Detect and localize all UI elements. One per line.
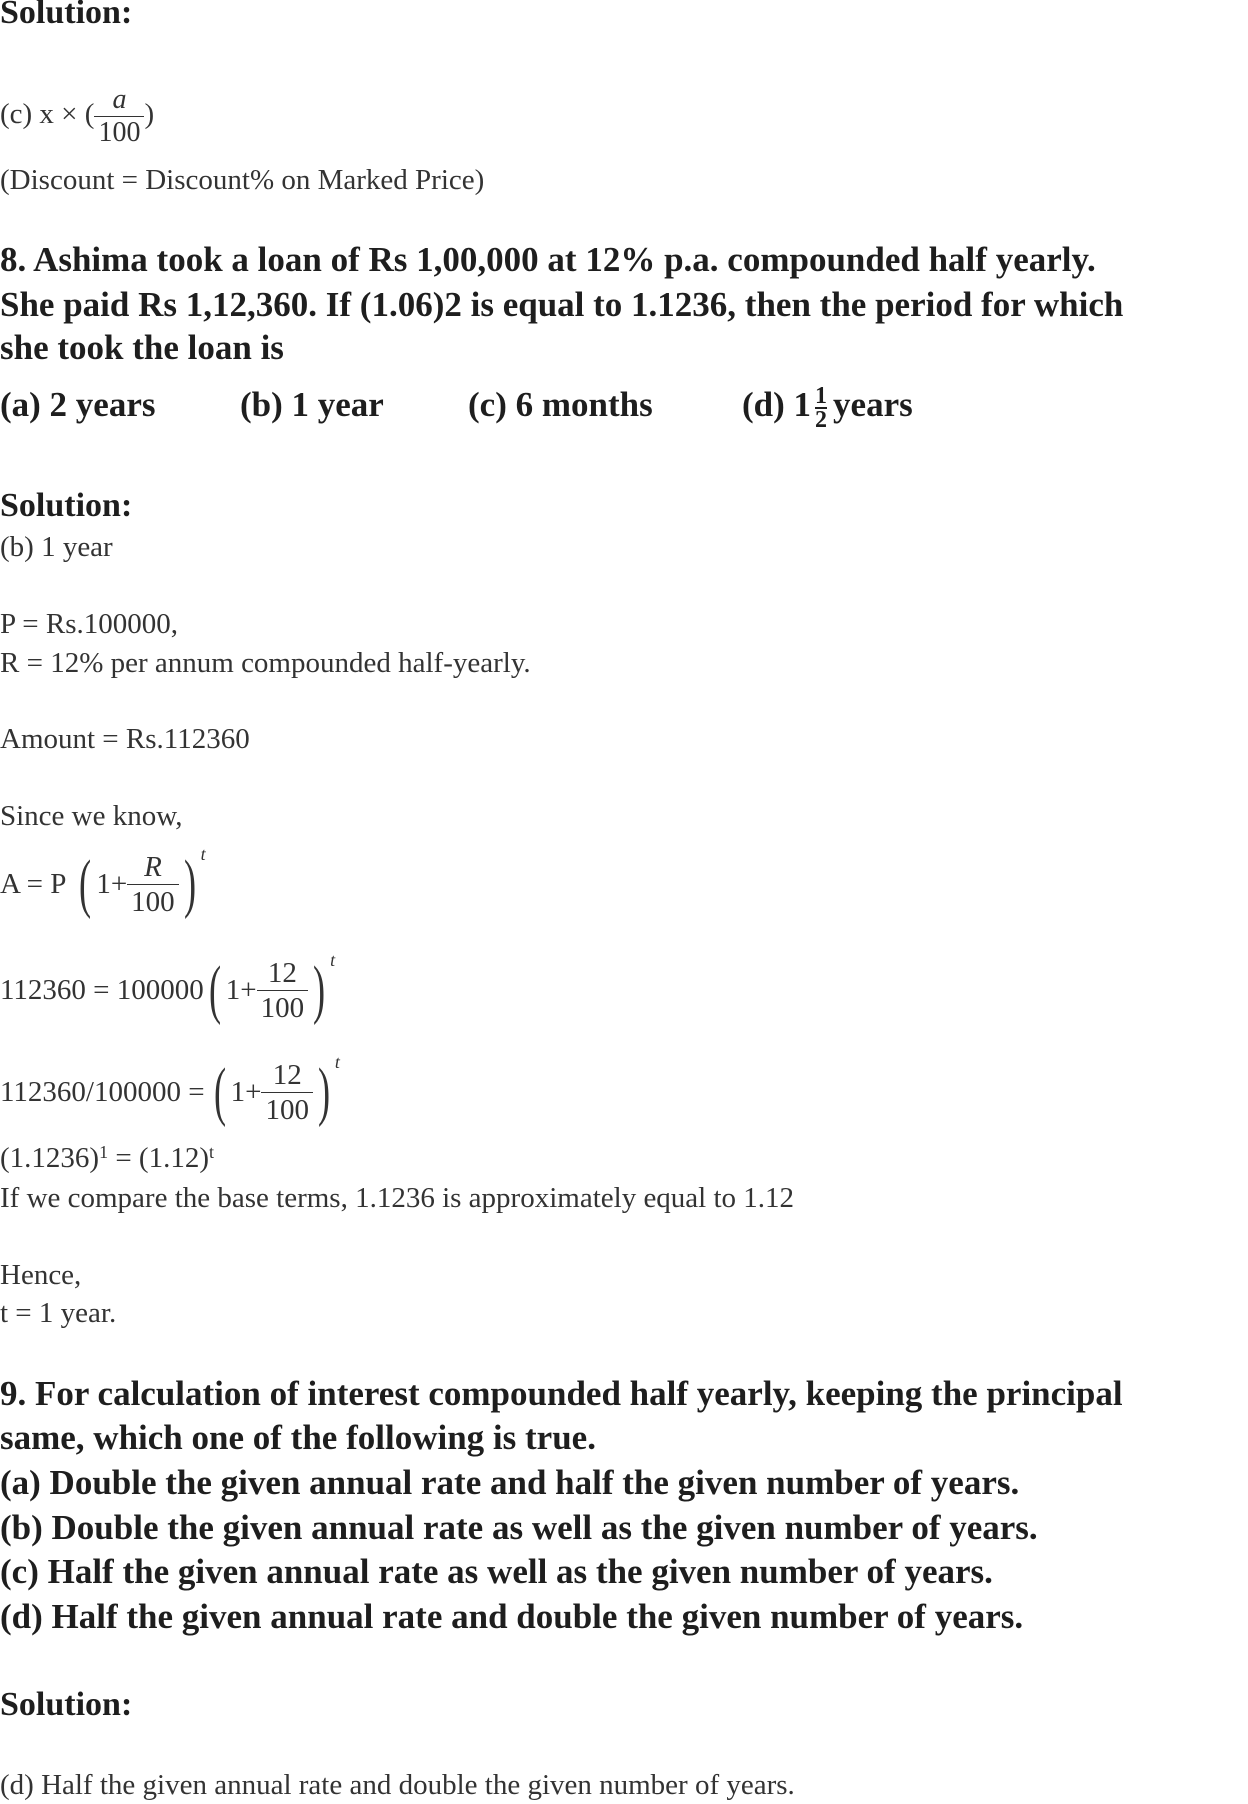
eq2-lhs: 112360/100000 =	[0, 1076, 205, 1108]
q8-hence-line: Hence,	[0, 1259, 82, 1291]
eq1-one-plus: 1+	[225, 974, 257, 1006]
eq2-den: 100	[265, 1093, 309, 1126]
q7-answer	[0, 84, 154, 149]
eq1-right-paren: )	[313, 953, 326, 1026]
formula-left-paren: (	[79, 847, 92, 920]
solution-heading-q8: Solution:	[0, 487, 133, 524]
q9-text-line2: same, which one of the following is true.	[0, 1418, 596, 1457]
q8-compare-line: If we compare the base terms, 1.1236 is approximately equal to 1.12	[0, 1182, 795, 1214]
q7-note: (Discount = Discount% on Marked Price)	[0, 164, 485, 196]
eq2-exponent: t	[334, 1052, 340, 1072]
formula-fraction	[127, 850, 179, 919]
q8-t-line: t = 1 year.	[0, 1297, 117, 1329]
eq1-left-paren: (	[208, 953, 221, 1026]
eq1-fraction	[257, 956, 309, 1025]
q8-amount-line: Amount = Rs.112360	[0, 723, 250, 755]
q8-option-d-suffix: years	[833, 385, 913, 424]
q7-answer-prefix: (c) x × (	[0, 98, 95, 131]
q9-solution-answer: (d) Half the given annual rate and double the given number of years.	[0, 1769, 795, 1801]
pow-mid: = (1.12)	[108, 1142, 209, 1174]
formula-one-plus: 1+	[96, 868, 128, 900]
q8-text-line3: she took the loan is	[0, 328, 284, 367]
q8-text-line1: 8. Ashima took a loan of Rs 1,00,000 at 12% p.a. compounded half yearly.	[0, 240, 1096, 279]
formula-num: R	[127, 850, 179, 885]
compound-interest-formula	[0, 844, 206, 924]
equation-2	[0, 1052, 340, 1132]
q8-option-d-prefix: (d) 1	[742, 385, 812, 424]
q9-option-b: (b) Double the given annual rate as well as the given number of years.	[0, 1508, 1038, 1547]
pow-exp2: t	[209, 1142, 215, 1162]
q8-r-line: R = 12% per annum compounded half-yearly.	[0, 647, 531, 679]
eq1-lhs: 112360 = 100000	[0, 974, 204, 1006]
equation-1	[0, 950, 335, 1030]
q8-option-b: (b) 1 year	[240, 385, 384, 424]
q9-option-c: (c) Half the given annual rate as well as the given number of years.	[0, 1552, 993, 1591]
q8-option-d	[742, 383, 913, 431]
q8-p-line: P = Rs.100000,	[0, 608, 179, 640]
power-equation	[0, 1141, 214, 1175]
q8-text-line2: She paid Rs 1,12,360. If (1.06)2 is equal to 1.1236, then the period for which	[0, 285, 1124, 324]
q9-option-d: (d) Half the given annual rate and double the given number of years.	[0, 1597, 1024, 1636]
eq2-fraction	[261, 1058, 313, 1127]
eq1-den: 100	[260, 991, 305, 1024]
q8-option-a: (a) 2 years	[0, 385, 156, 424]
q9-option-a: (a) Double the given annual rate and half the given number of years.	[0, 1463, 1020, 1502]
eq2-one-plus: 1+	[230, 1076, 262, 1108]
q7-fraction	[94, 84, 144, 149]
pow-exp1: 1	[99, 1142, 109, 1162]
solution-heading-q7: Solution:	[0, 0, 133, 31]
formula-right-paren: )	[183, 847, 196, 920]
eq2-right-paren: )	[317, 1055, 330, 1128]
q7-frac-den: 100	[98, 117, 141, 148]
eq2-num: 12	[261, 1058, 313, 1093]
q7-answer-suffix: )	[144, 98, 155, 131]
formula-den: 100	[131, 885, 175, 918]
formula-exponent: t	[200, 844, 206, 864]
formula-lhs: A = P	[0, 868, 67, 900]
q7-frac-num: a	[94, 84, 144, 117]
q8-option-d-den: 2	[815, 406, 828, 433]
pow-base1: (1.1236)	[0, 1142, 100, 1174]
q9-text-line1: 9. For calculation of interest compounded half yearly, keeping the principal	[0, 1374, 1123, 1413]
eq1-num: 12	[257, 956, 309, 991]
eq1-exponent: t	[330, 950, 336, 970]
q8-option-c: (c) 6 months	[468, 385, 653, 424]
q8-option-d-num: 1	[815, 382, 828, 409]
q8-since-line: Since we know,	[0, 800, 183, 832]
q8-solution-answer: (b) 1 year	[0, 531, 113, 563]
q8-option-d-fraction	[815, 382, 828, 433]
eq2-left-paren: (	[213, 1055, 226, 1128]
solution-heading-q9: Solution:	[0, 1686, 133, 1723]
